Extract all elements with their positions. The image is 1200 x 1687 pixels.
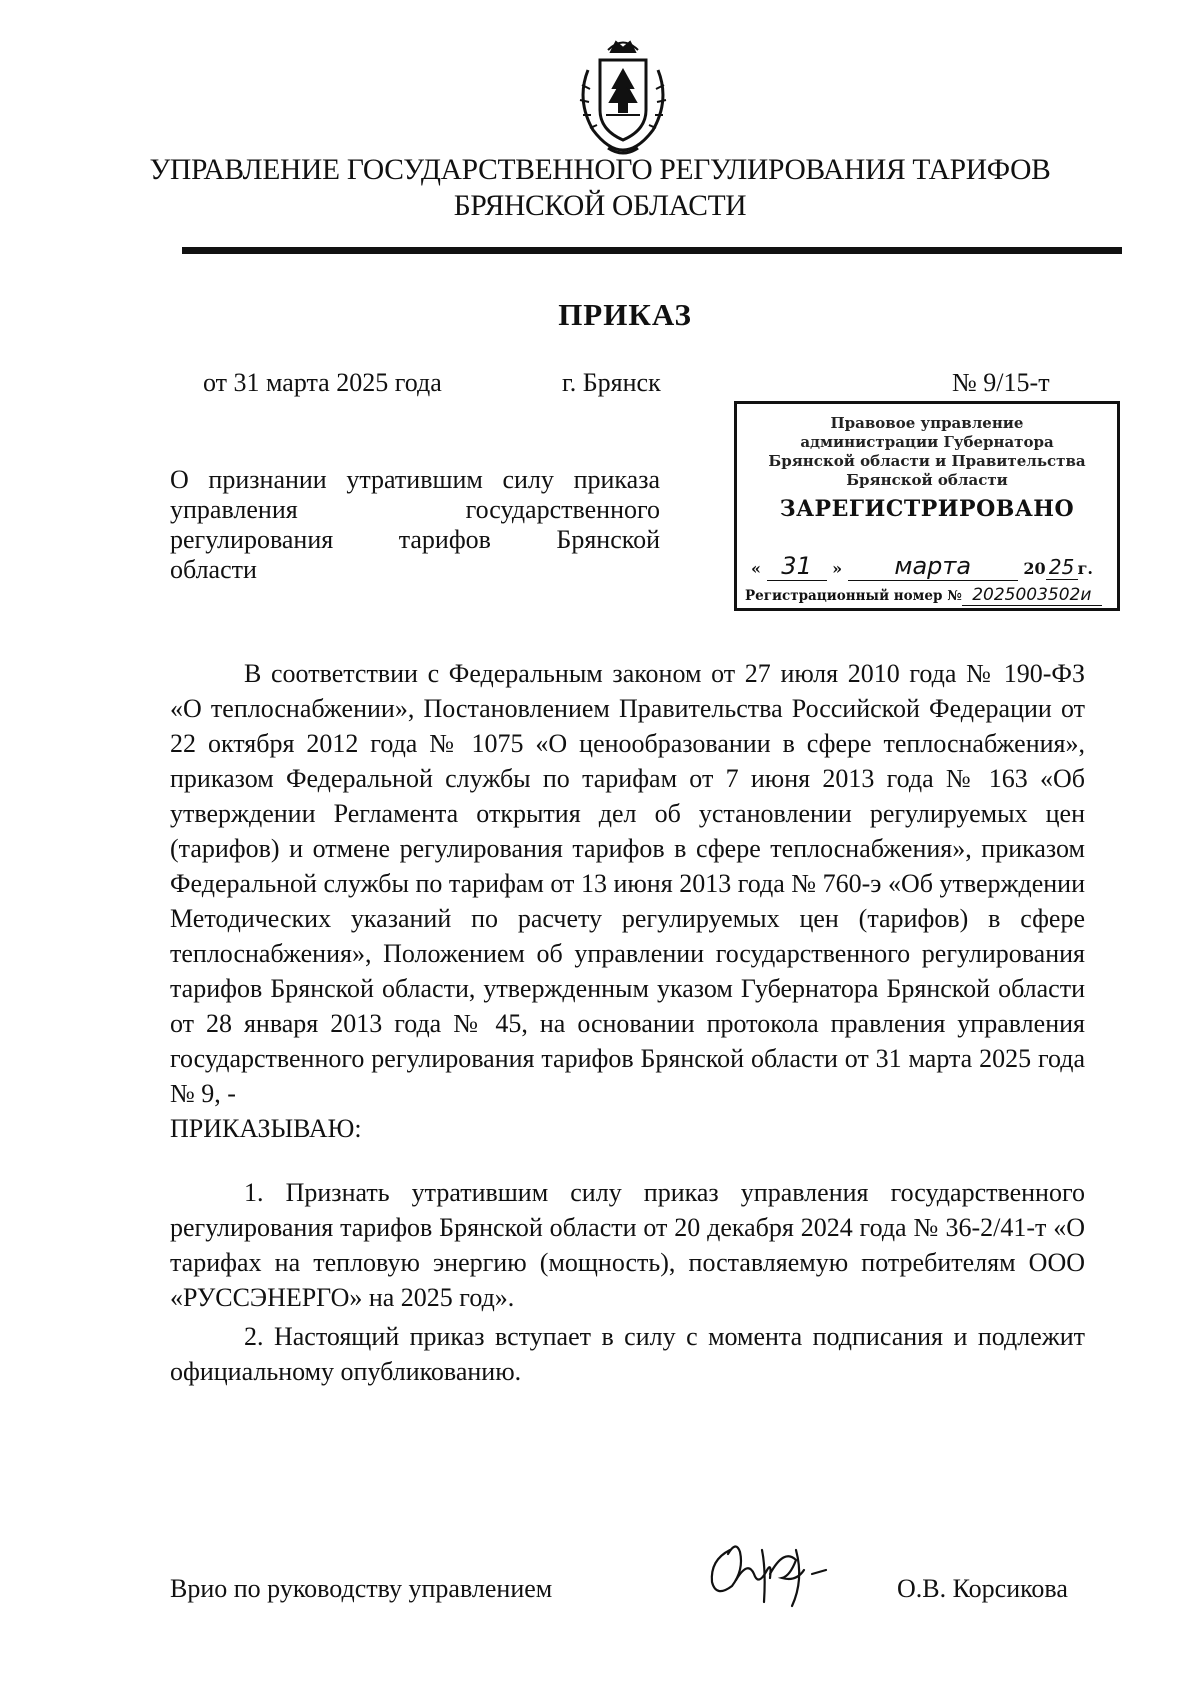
stamp-year-prefix: 20 (1023, 559, 1046, 578)
document-subject (170, 465, 660, 585)
document-body (170, 656, 1085, 1389)
stamp-status: ЗАРЕГИСТРИРОВАНО (779, 496, 1075, 522)
document-number: № 9/15-т (952, 368, 1050, 397)
header-divider (182, 247, 1122, 254)
handwritten-signature-icon (700, 1530, 840, 1610)
registration-stamp (734, 401, 1120, 611)
subject-line: О признании утратившим силу приказа (170, 465, 660, 494)
order-item-2: 2. Настоящий приказ вступает в силу с момента подписания и подлежит официальному опубликованию. (170, 1322, 1085, 1386)
subject-line: управления государственного (170, 495, 660, 524)
stamp-date (751, 552, 1103, 582)
document-city: г. Брянск (562, 368, 661, 397)
subject-line: регулирования тарифов Брянской (170, 525, 660, 554)
stamp-year-end: г. (1077, 559, 1093, 578)
stamp-quote-close: » (832, 559, 843, 578)
stamp-reg-number: 2025003502и (962, 585, 1102, 606)
document-title: ПРИКАЗ (558, 297, 692, 332)
order-word: ПРИКАЗЫВАЮ: (170, 1114, 362, 1143)
stamp-year-suffix: 25 (1046, 555, 1078, 580)
stamp-line: администрации Губернатора (800, 433, 1054, 451)
header-line-1: УПРАВЛЕНИЕ ГОСУДАРСТВЕННОГО РЕГУЛИРОВАНИЯ ТАРИФОВ (149, 154, 1051, 186)
subject-line: области (170, 555, 257, 584)
stamp-line: Брянской области и Правительства (768, 452, 1086, 470)
stamp-registration-number (745, 585, 1111, 606)
order-item-1: 1. Признать утратившим силу приказ управления государственного регулирования тарифов Брянской области от 20 декабря 2024 года № 36-2/41-т «О тарифах на тепловую энергию (мощность), поставляемую потребителям ООО «РУССЭНЕРГО» на 2025 год». (170, 1178, 1085, 1312)
body-paragraph: В соответствии с Федеральным законом от 27 июля 2010 года № 190-ФЗ «О теплоснабжении», Постановлением Правительства Российской Федерации от 22 октября 2012 года № 1075 «О ценообразовании в сфере теплоснабжения», приказом Федеральной службы по тарифам от 7 июня 2013 года № 163 «Об утверждении Регламента открытия дел об установлении регулируемых цен (тарифов) и отмене регулирования тарифов в сфере теплоснабжения», приказом Федеральной службы по тарифам от 13 июня 2013 года № 760-э «Об утверждении Методических указаний по расчету регулируемых цен (тарифов) в сфере теплоснабжения», Положением об управлении государственного регулирования тарифов Брянской области, утвержденным указом Губернатора Брянской области от 28 января 2013 года № 45, на основании протокола правления управления государственного регулирования тарифов Брянской области от 31 марта 2025 года № 9, - (170, 659, 1085, 1108)
signatory-name: О.В. Корсикова (897, 1574, 1068, 1603)
stamp-reg-label: Регистрационный номер № (745, 588, 962, 604)
stamp-line: Правовое управление (830, 414, 1024, 432)
document-date: от 31 марта 2025 года (203, 368, 442, 397)
stamp-quote-open: « (751, 559, 761, 578)
stamp-day: 31 (767, 552, 827, 581)
header-line-2: БРЯНСКОЙ ОБЛАСТИ (453, 190, 747, 222)
signatory-role: Врио по руководству управлением (170, 1574, 553, 1603)
stamp-line: Брянской области (846, 471, 1008, 489)
stamp-month: марта (848, 552, 1018, 581)
coat-of-arms-icon (568, 30, 678, 160)
